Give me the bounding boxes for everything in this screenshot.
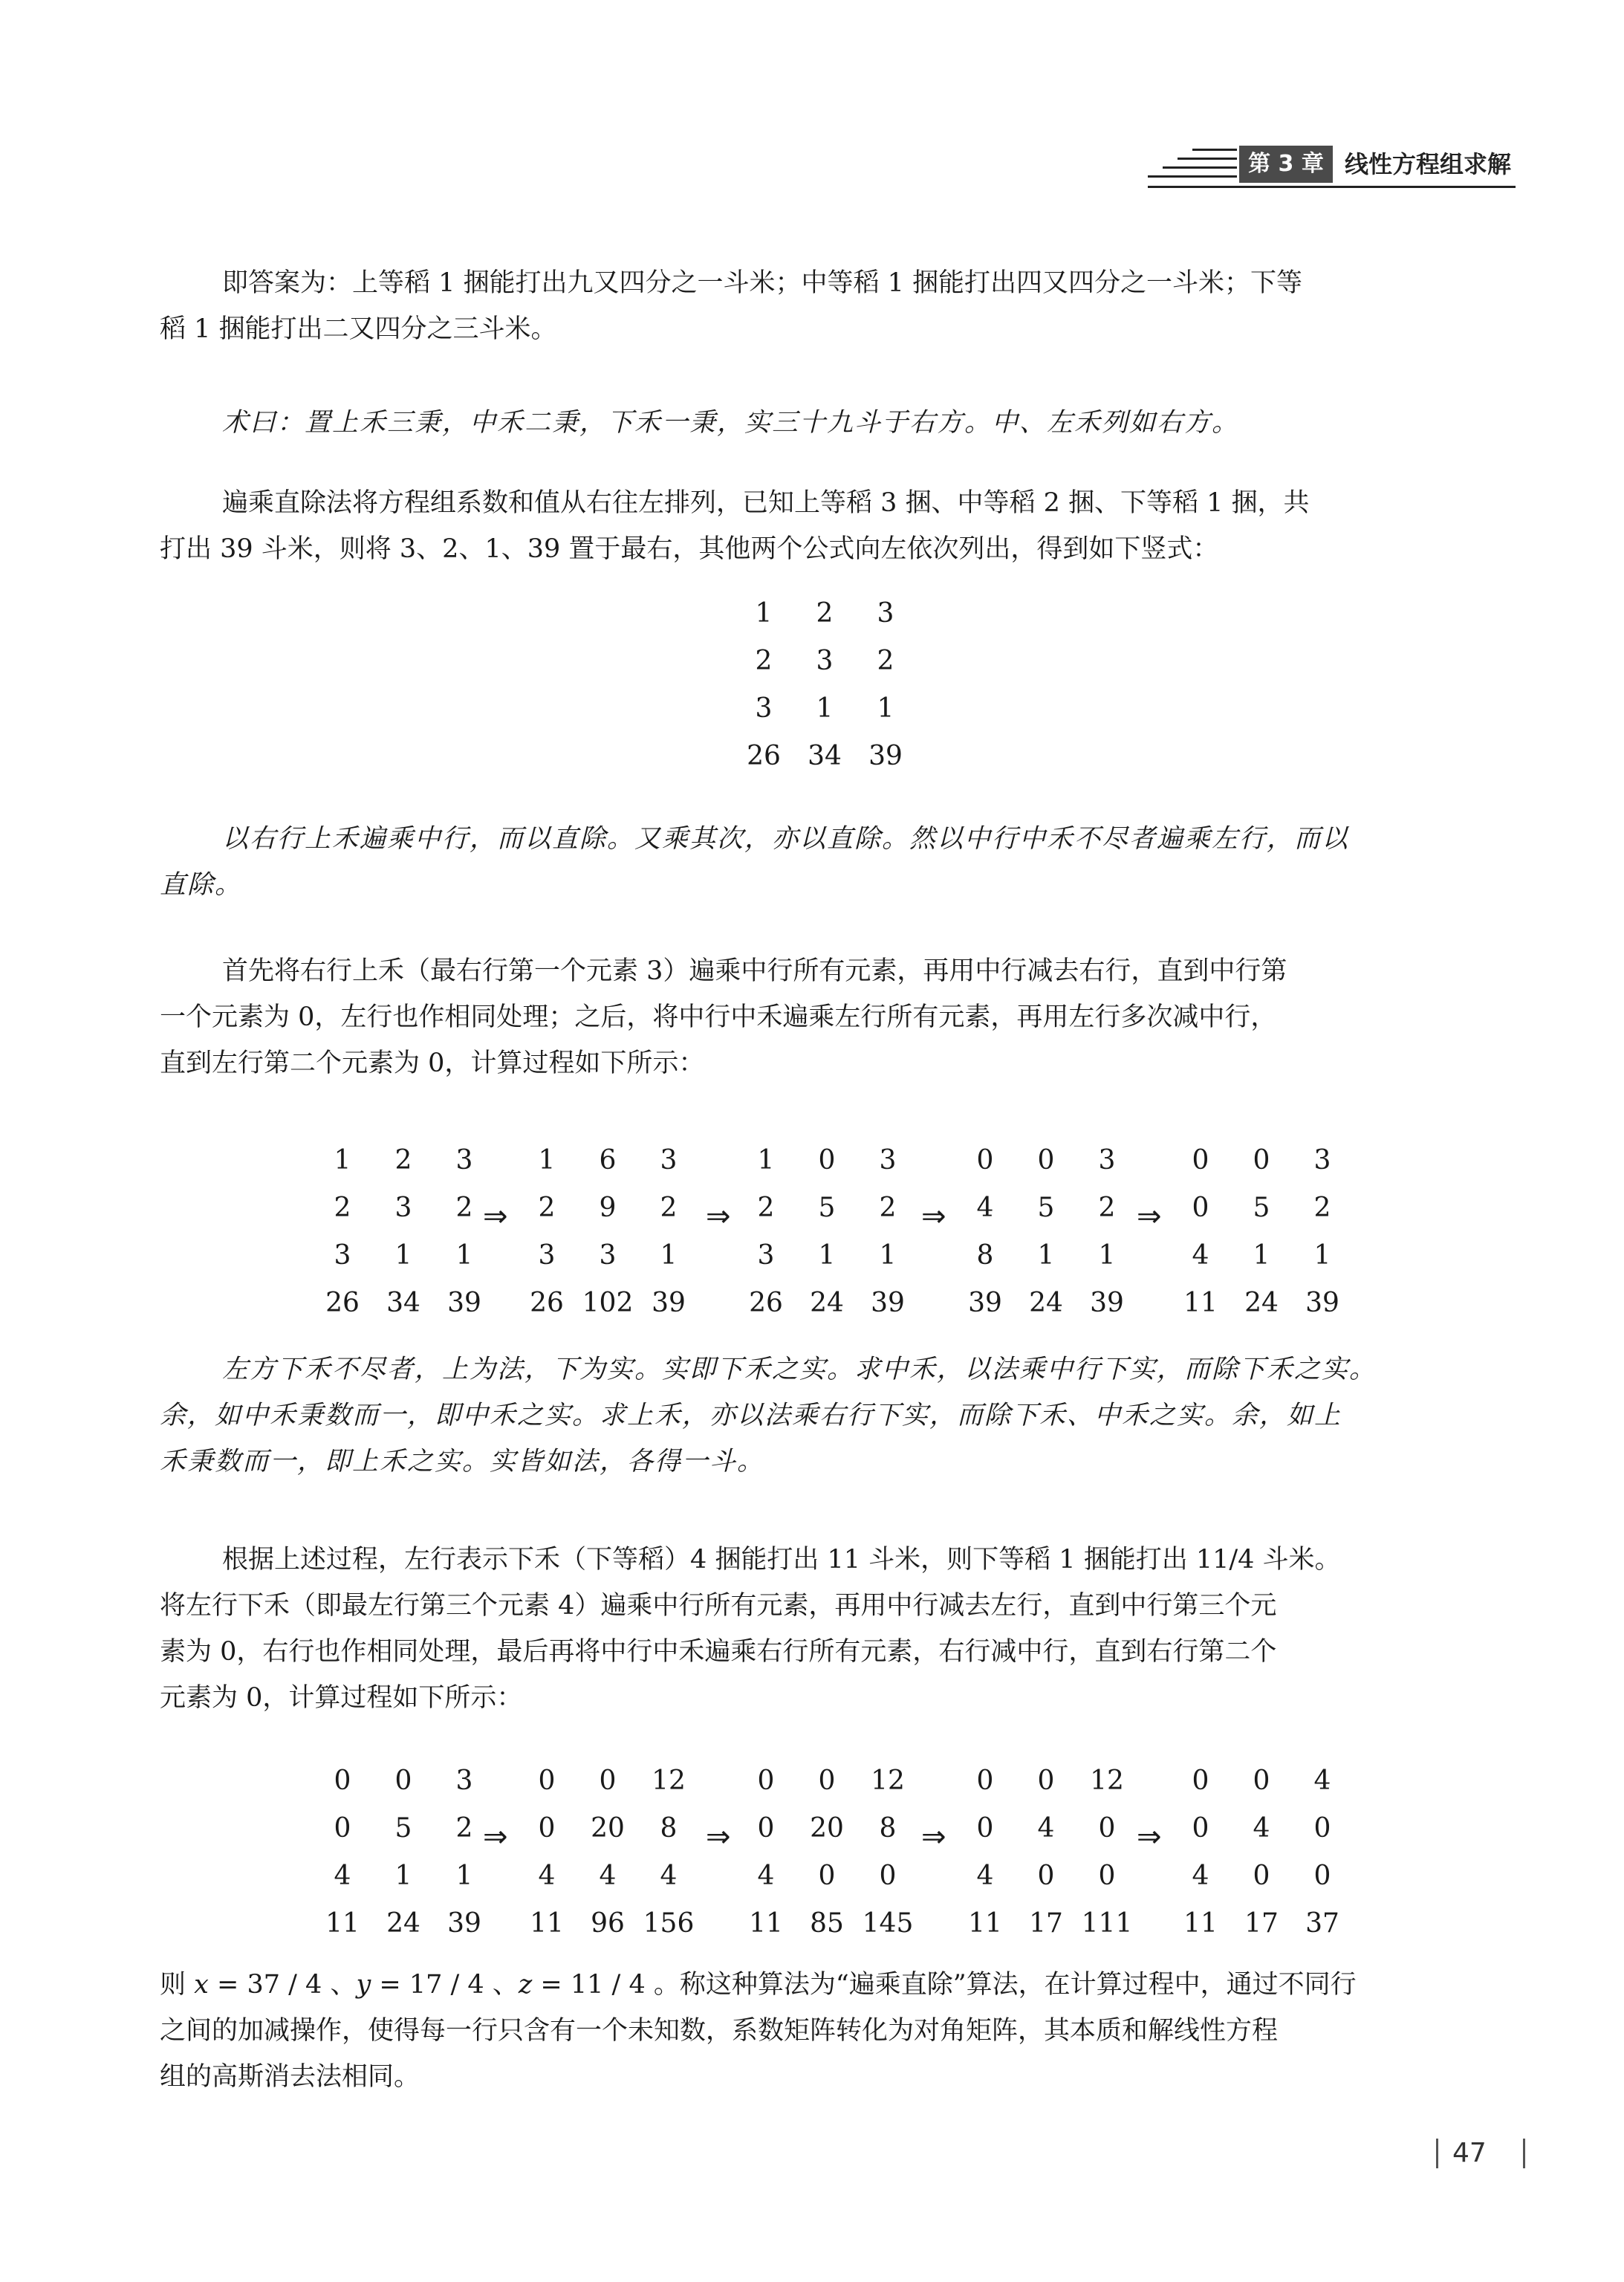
matrix-cell: 39: [1305, 1288, 1339, 1318]
matrix-cell: 24: [1244, 1288, 1279, 1318]
matrix-cell: 0: [1192, 1193, 1209, 1223]
matrix-cell: 145: [862, 1908, 914, 1939]
transform-arrow: ⇒: [483, 1820, 508, 1854]
matrix-cell: 5: [1253, 1193, 1270, 1223]
matrix-cell: 1: [1253, 1240, 1270, 1271]
transform-arrow: ⇒: [1137, 1820, 1162, 1854]
matrix-cell: 0: [976, 1766, 994, 1796]
var-x: x: [194, 1970, 209, 2000]
matrix-cell: 0: [1253, 1861, 1270, 1891]
matrix-cell: 0: [818, 1861, 836, 1891]
matrix-cell: 11: [1183, 1288, 1218, 1318]
matrix-cell: 39: [871, 1288, 905, 1318]
matrix-cell: 1: [660, 1240, 678, 1271]
text-line: 即答案为：上等稻 1 捆能打出九又四分之一斗米；中等稻 1 捆能打出四又四分之一斗米；下等: [222, 268, 1303, 298]
matrix-cell: 0: [1098, 1813, 1116, 1844]
matrix-cell: 1: [1313, 1240, 1331, 1271]
matrix-cell: 12: [1090, 1766, 1124, 1796]
matrix-cell: 4: [1192, 1861, 1209, 1891]
matrix-cell: 0: [1192, 1766, 1209, 1796]
transform-arrow: ⇒: [483, 1199, 508, 1234]
chapter-title: 线性方程组求解: [1345, 150, 1512, 178]
text-line: 根据上述过程，左行表示下禾（下等稻）4 捆能打出 11 斗米，则下等稻 1 捆能打出 11/4 斗米。: [222, 1545, 1341, 1575]
matrix-cell: 0: [1192, 1145, 1209, 1176]
matrix-step-4: [955, 1757, 1137, 1948]
transform-arrow: ⇒: [706, 1199, 731, 1234]
matrix-cell: 0: [394, 1766, 412, 1796]
matrix-cell: 34: [808, 741, 842, 771]
header-decor-lines: [1148, 146, 1237, 190]
matrix-cell: 1: [816, 693, 834, 724]
text-line: 术曰：置上禾三秉，中禾二秉，下禾一秉，实三十九斗于右方。中、左禾列如右方。: [222, 408, 1240, 438]
matrix-step-1: [312, 1137, 495, 1327]
var-y: y: [356, 1970, 371, 2000]
matrix-cell: 0: [334, 1766, 351, 1796]
text-line: 打出 39 斗米，则将 3、2、1、39 置于最右，其他两个公式向左依次列出，得到如下竖式：: [160, 534, 1219, 564]
text-line: 直到左行第二个元素为 0，计算过程如下所示：: [160, 1048, 705, 1078]
matrix-cell: 26: [747, 741, 781, 771]
matrix-cell: 5: [394, 1813, 412, 1844]
matrix-cell: 17: [1244, 1908, 1279, 1939]
text-line: 素为 0，右行也作相同处理，最后再将中行中禾遍乘右行所有元素，右行减中行，直到右行第二个: [160, 1637, 1277, 1667]
paragraph-classical-3: [160, 1346, 1497, 1485]
matrix-cell: 26: [325, 1288, 360, 1318]
matrix-cell: 0: [538, 1766, 556, 1796]
matrix-cell: 11: [749, 1908, 783, 1939]
matrix-cell: 4: [538, 1861, 556, 1891]
matrix-cell: 2: [879, 1193, 897, 1223]
paragraph-result: [160, 1962, 1497, 2100]
transform-arrow: ⇒: [1137, 1199, 1162, 1234]
matrix-step-3: [735, 1757, 918, 1948]
matrix-cell: 3: [757, 1240, 775, 1271]
matrix-cell: 2: [538, 1193, 556, 1223]
text-line: 以右行上禾遍乘中行，而以直除。又乘其次，亦以直除。然以中行中禾不尽者遍乘左行，而以: [222, 824, 1350, 854]
matrix-cell: 2: [1098, 1193, 1116, 1223]
matrix-cell: 1: [455, 1240, 473, 1271]
matrix-cell: 3: [455, 1766, 473, 1796]
matrix-cell: 1: [755, 598, 773, 629]
matrix-cell: 11: [968, 1908, 1002, 1939]
matrix-cell: 8: [879, 1813, 897, 1844]
matrix-cell: 111: [1081, 1908, 1133, 1939]
paragraph-step-2: [160, 1537, 1497, 1721]
matrix-cell: 6: [599, 1145, 617, 1176]
matrix-cell: 0: [757, 1766, 775, 1796]
matrix-step-2: [516, 1757, 699, 1948]
matrix-cell: 2: [455, 1193, 473, 1223]
matrix-cell: 3: [879, 1145, 897, 1176]
matrix-cell: 1: [1098, 1240, 1116, 1271]
matrix-cell: 4: [1037, 1813, 1055, 1844]
value-y: = 17 / 4: [371, 1970, 484, 2000]
matrix-cell: 3: [334, 1240, 351, 1271]
text-line: 左方下禾不尽者，上为法，下为实。实即下禾之实。求中禾，以法乘中行下实，而除下禾之实。: [222, 1355, 1377, 1384]
matrix-cell: 0: [1098, 1861, 1116, 1891]
matrix-cell: 0: [1037, 1766, 1055, 1796]
paragraph-step-1: [160, 948, 1497, 1086]
matrix-cell: 12: [871, 1766, 905, 1796]
matrix-cell: 39: [1090, 1288, 1124, 1318]
text-line: 组的高斯消去法相同。: [160, 2062, 420, 2092]
text-line: 直除。: [160, 870, 243, 900]
matrix-cell: 2: [660, 1193, 678, 1223]
matrix-cell: 0: [1037, 1861, 1055, 1891]
matrix-cell: 3: [1313, 1145, 1331, 1176]
matrix-cell: 3: [816, 646, 834, 676]
matrix-cell: 4: [1253, 1813, 1270, 1844]
matrix-cell: 5: [1037, 1193, 1055, 1223]
matrix-cell: 2: [757, 1193, 775, 1223]
matrix-cell: 3: [538, 1240, 556, 1271]
matrix-cell: 39: [447, 1288, 481, 1318]
matrix-step-4: [955, 1137, 1137, 1327]
matrix-cell: 2: [755, 646, 773, 676]
matrix-cell: 3: [1098, 1145, 1116, 1176]
matrix-cell: 0: [1253, 1766, 1270, 1796]
paragraph-answer: [160, 260, 1497, 352]
matrix-cell: 8: [660, 1813, 678, 1844]
matrix-step-3: [735, 1137, 918, 1327]
matrix-cell: 0: [818, 1145, 836, 1176]
matrix-cell: 2: [394, 1145, 412, 1176]
matrix-cell: 26: [749, 1288, 783, 1318]
matrix-cell: 1: [818, 1240, 836, 1271]
matrix-cell: 37: [1305, 1908, 1339, 1939]
paragraph-classical-1: [160, 400, 1497, 446]
matrix-cell: 0: [334, 1813, 351, 1844]
matrix-cell: 39: [447, 1908, 481, 1939]
text-line: 余，如中禾秉数而一，即中禾之实。求上禾，亦以法乘右行下实，而除下禾、中禾之实。余，如上: [160, 1401, 1342, 1430]
matrix-cell: 85: [810, 1908, 844, 1939]
matrix-cell: 1: [394, 1861, 412, 1891]
matrix-cell: 26: [530, 1288, 564, 1318]
matrix-cell: 0: [757, 1813, 775, 1844]
matrix-cell: 4: [599, 1861, 617, 1891]
matrix-cell: 156: [643, 1908, 695, 1939]
matrix-cell: 0: [818, 1766, 836, 1796]
matrix-cell: 4: [1192, 1240, 1209, 1271]
value-x: = 37 / 4: [208, 1970, 322, 2000]
text-line: 首先将右行上禾（最右行第一个元素 3）遍乘中行所有元素，再用中行减去右行，直到中行第: [222, 956, 1287, 986]
text-line: 之间的加减操作，使得每一行只含有一个未知数，系数矩阵转化为对角矩阵，其本质和解线性方程: [160, 2016, 1279, 2046]
matrix-cell: 3: [455, 1145, 473, 1176]
matrix-cell: 2: [1313, 1193, 1331, 1223]
text-line: 一个元素为 0，左行也作相同处理；之后，将中行中禾遍乘左行所有元素，再用左行多次减中行，: [160, 1002, 1277, 1032]
matrix-cell: 3: [877, 598, 894, 629]
matrix-cell: 4: [660, 1861, 678, 1891]
matrix-cell: 3: [755, 693, 773, 724]
paragraph-method-intro: [160, 480, 1497, 572]
matrix-cell: 1: [879, 1240, 897, 1271]
matrix-cell: 20: [810, 1813, 844, 1844]
page-number: 47: [1452, 2138, 1487, 2168]
matrix-step-1: [312, 1757, 495, 1948]
matrix-cell: 3: [394, 1193, 412, 1223]
matrix-cell: 0: [1313, 1813, 1331, 1844]
matrix-cell: 0: [1192, 1813, 1209, 1844]
transform-arrow: ⇒: [921, 1820, 946, 1854]
page-number-bar-right: [1523, 2139, 1525, 2168]
transform-arrow: ⇒: [706, 1820, 731, 1854]
matrix-cell: 4: [334, 1861, 351, 1891]
paragraph-classical-2: [160, 816, 1497, 908]
matrix-cell: 20: [591, 1813, 625, 1844]
matrix-cell: 9: [599, 1193, 617, 1223]
matrix-cell: 1: [1037, 1240, 1055, 1271]
matrix-cell: 0: [1253, 1145, 1270, 1176]
matrix-cell: 5: [818, 1193, 836, 1223]
matrix-cell: 1: [538, 1145, 556, 1176]
page-number-bar-left: [1436, 2139, 1438, 2168]
matrix-cell: 2: [334, 1193, 351, 1223]
text-line: 遍乘直除法将方程组系数和值从右往左排列，已知上等稻 3 捆、中等稻 2 捆、下等稻 1 捆，共: [222, 488, 1310, 518]
matrix-cell: 3: [660, 1145, 678, 1176]
matrix-cell: 0: [976, 1813, 994, 1844]
value-z: = 11 / 4: [532, 1970, 646, 2000]
matrix-cell: 3: [599, 1240, 617, 1271]
text-line: 禾秉数而一，即上禾之实。实皆如法，各得一斗。: [160, 1447, 765, 1477]
matrix-cell: 4: [1313, 1766, 1331, 1796]
matrix-cell: 4: [757, 1861, 775, 1891]
text-line: 稻 1 捆能打出二又四分之三斗米。: [160, 314, 557, 344]
header-rule: [1148, 186, 1516, 188]
transform-arrow: ⇒: [921, 1199, 946, 1234]
matrix-cell: 1: [877, 693, 894, 724]
matrix-cell: 11: [1183, 1908, 1218, 1939]
matrix-cell: 0: [976, 1145, 994, 1176]
matrix-cell: 0: [538, 1813, 556, 1844]
matrix-cell: 1: [455, 1861, 473, 1891]
matrix-cell: 8: [976, 1240, 994, 1271]
matrix-cell: 11: [325, 1908, 360, 1939]
matrix-cell: 24: [1029, 1288, 1063, 1318]
matrix-cell: 0: [1037, 1145, 1055, 1176]
matrix-cell: 39: [968, 1288, 1002, 1318]
text-line: 元素为 0，计算过程如下所示：: [160, 1683, 523, 1713]
matrix-cell: 4: [976, 1193, 994, 1223]
matrix-cell: 39: [868, 741, 903, 771]
matrix-cell: 34: [386, 1288, 420, 1318]
matrix-cell: 0: [879, 1861, 897, 1891]
matrix-cell: 2: [877, 646, 894, 676]
matrix-cell: 11: [530, 1908, 564, 1939]
matrix-cell: 39: [652, 1288, 686, 1318]
matrix-cell: 0: [599, 1766, 617, 1796]
matrix-cell: 24: [810, 1288, 844, 1318]
matrix-cell: 96: [591, 1908, 625, 1939]
matrix-cell: 1: [757, 1145, 775, 1176]
chapter-label: 第 3 章: [1239, 146, 1333, 183]
matrix-cell: 0: [1313, 1861, 1331, 1891]
matrix-cell: 24: [386, 1908, 420, 1939]
matrix-cell: 4: [976, 1861, 994, 1891]
matrix-step-5: [1170, 1757, 1353, 1948]
matrix-cell: 102: [582, 1288, 634, 1318]
matrix-cell: 2: [455, 1813, 473, 1844]
text-line-solution: 则 x = 37 / 4 、y = 17 / 4 、z = 11 / 4 。称这种算法为“遍乘直除”算法，在计算过程中，通过不同行: [160, 1970, 1357, 2000]
matrix-cell: 12: [652, 1766, 686, 1796]
matrix-cell: 1: [334, 1145, 351, 1176]
var-z: z: [518, 1970, 533, 2000]
text-line: 将左行下禾（即最左行第三个元素 4）遍乘中行所有元素，再用中行减去左行，直到中行第三个元: [160, 1591, 1277, 1621]
matrix-initial: [733, 590, 916, 780]
matrix-step-2: [516, 1137, 699, 1327]
matrix-cell: 2: [816, 598, 834, 629]
matrix-cell: 1: [394, 1240, 412, 1271]
matrix-step-5: [1170, 1137, 1353, 1327]
matrix-cell: 17: [1029, 1908, 1063, 1939]
